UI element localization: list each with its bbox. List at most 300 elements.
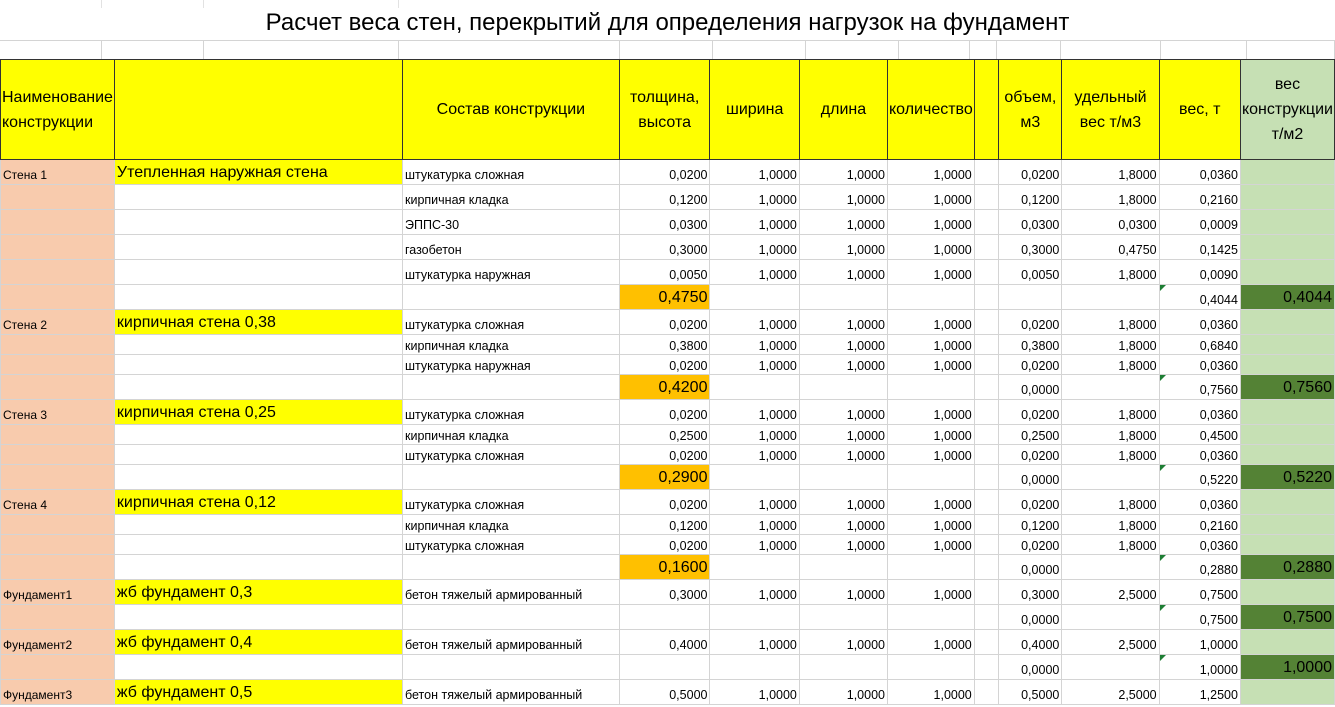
blank-cell[interactable] [213,535,402,555]
density-cell[interactable]: 2,5000 [1062,630,1159,655]
length-cell[interactable]: 1,0000 [799,490,887,515]
blank-cell[interactable] [114,605,213,630]
width-cell[interactable]: 1,0000 [710,335,799,355]
length-cell[interactable]: 1,0000 [799,260,887,285]
density-cell[interactable]: 1,8000 [1062,490,1159,515]
quantity-cell[interactable]: 1,0000 [887,210,974,235]
weight-cell[interactable]: 0,1425 [1159,235,1240,260]
weight-cell[interactable]: 0,0360 [1159,490,1240,515]
construction-name-cell[interactable] [1,655,115,680]
weight-per-m2-cell[interactable] [1240,310,1334,335]
length-cell[interactable]: 1,0000 [799,335,887,355]
thickness-sum-cell[interactable]: 0,1600 [619,555,710,580]
material-cell[interactable]: ЭППС-30 [403,210,620,235]
construction-name-cell[interactable]: Стена 3 [1,400,115,425]
blank-cell[interactable] [213,210,402,235]
density-cell[interactable]: 1,8000 [1062,425,1159,445]
volume-cell[interactable]: 0,2500 [999,425,1062,445]
length-cell[interactable]: 1,0000 [799,680,887,705]
blank-cell[interactable] [0,40,102,59]
construction-name-cell[interactable] [1,335,115,355]
density-cell[interactable]: 2,5000 [1062,680,1159,705]
blank-cell[interactable] [974,535,999,555]
blank-cell[interactable] [974,555,999,580]
density-cell[interactable]: 1,8000 [1062,310,1159,335]
weight-per-m2-cell[interactable] [1240,580,1334,605]
thickness-cell[interactable]: 0,1200 [619,515,710,535]
material-cell[interactable]: штукатурка наружная [403,260,620,285]
thickness-cell[interactable]: 0,2500 [619,425,710,445]
construction-type-cell[interactable]: кирпичная стена 0,12 [114,490,402,515]
weight-per-m2-cell[interactable] [1240,535,1334,555]
blank-cell[interactable] [799,285,887,310]
construction-name-cell[interactable] [1,465,115,490]
blank-cell[interactable] [974,680,999,705]
blank-cell[interactable] [887,465,974,490]
width-cell[interactable]: 1,0000 [710,630,799,655]
blank-cell[interactable] [403,375,620,400]
thickness-cell[interactable]: 0,1200 [619,185,710,210]
header-volume[interactable]: объем, м3 [999,60,1062,160]
blank-cell[interactable] [799,375,887,400]
blank-cell[interactable] [1062,375,1159,400]
volume-cell[interactable]: 0,0200 [999,355,1062,375]
construction-name-cell[interactable] [1,355,115,375]
width-cell[interactable]: 1,0000 [710,425,799,445]
volume-cell[interactable]: 0,5000 [999,680,1062,705]
blank-cell[interactable] [974,465,999,490]
weight-per-m2-cell[interactable] [1240,425,1334,445]
length-cell[interactable]: 1,0000 [799,445,887,465]
weight-per-m2-sum-cell[interactable]: 0,2880 [1240,555,1334,580]
blank-cell[interactable] [713,40,806,59]
length-cell[interactable]: 1,0000 [799,535,887,555]
blank-cell[interactable] [974,655,999,680]
quantity-cell[interactable]: 1,0000 [887,335,974,355]
width-cell[interactable]: 1,0000 [710,260,799,285]
blank-cell[interactable] [974,210,999,235]
construction-type-cell[interactable]: жб фундамент 0,4 [114,630,402,655]
density-cell[interactable]: 1,8000 [1062,260,1159,285]
thickness-cell[interactable]: 0,4000 [619,630,710,655]
volume-cell[interactable]: 0,0200 [999,310,1062,335]
quantity-cell[interactable]: 1,0000 [887,235,974,260]
thickness-cell[interactable]: 0,0300 [619,210,710,235]
material-cell[interactable]: кирпичная кладка [403,185,620,210]
blank-cell[interactable] [620,40,713,59]
blank-cell[interactable] [213,185,402,210]
thickness-cell[interactable]: 0,3000 [619,235,710,260]
length-cell[interactable]: 1,0000 [799,400,887,425]
blank-cell[interactable] [213,515,402,535]
length-cell[interactable]: 1,0000 [799,630,887,655]
construction-type-cell[interactable]: кирпичная стена 0,38 [114,310,402,335]
quantity-cell[interactable]: 1,0000 [887,515,974,535]
weight-per-m2-cell[interactable] [1240,630,1334,655]
weight-cell[interactable]: 1,0000 [1159,630,1240,655]
material-cell[interactable]: бетон тяжелый армированный [403,630,620,655]
blank-cell[interactable] [1161,40,1247,59]
header-thickness[interactable]: толщина, высота [619,60,710,160]
volume-cell[interactable]: 0,0300 [999,210,1062,235]
blank-cell[interactable] [997,40,1061,59]
blank-cell[interactable] [403,465,620,490]
blank-cell[interactable] [974,515,999,535]
weight-cell[interactable]: 0,4500 [1159,425,1240,445]
blank-cell[interactable] [887,605,974,630]
construction-name-cell[interactable]: Стена 1 [1,160,115,185]
blank-cell[interactable] [887,285,974,310]
thickness-cell[interactable]: 0,0050 [619,260,710,285]
volume-cell[interactable]: 0,3000 [999,235,1062,260]
weight-cell[interactable]: 0,7500 [1159,580,1240,605]
weight-per-m2-cell[interactable] [1240,445,1334,465]
blank-cell[interactable] [799,555,887,580]
construction-type-cell[interactable]: кирпичная стена 0,25 [114,400,402,425]
quantity-cell[interactable]: 1,0000 [887,490,974,515]
construction-name-cell[interactable] [1,555,115,580]
blank-cell[interactable] [213,375,402,400]
length-cell[interactable]: 1,0000 [799,580,887,605]
volume-cell[interactable]: 0,3000 [999,580,1062,605]
weight-cell[interactable]: 0,0360 [1159,535,1240,555]
material-cell[interactable]: кирпичная кладка [403,425,620,445]
thickness-cell[interactable]: 0,0200 [619,160,710,185]
blank-cell[interactable] [974,605,999,630]
construction-name-cell[interactable] [1,285,115,310]
construction-type-cell[interactable]: жб фундамент 0,3 [114,580,402,605]
blank-cell[interactable] [710,465,799,490]
material-cell[interactable]: штукатурка сложная [403,445,620,465]
thickness-cell[interactable]: 0,0200 [619,535,710,555]
blank-cell[interactable] [213,445,402,465]
density-cell[interactable]: 1,8000 [1062,160,1159,185]
blank-cell[interactable] [799,655,887,680]
length-cell[interactable]: 1,0000 [799,185,887,210]
thickness-sum-cell[interactable]: 0,2900 [619,465,710,490]
construction-name-cell[interactable]: Фундамент2 [1,630,115,655]
blank-cell[interactable] [213,355,402,375]
volume-sum-cell[interactable]: 0,0000 [999,555,1062,580]
weight-cell[interactable]: 0,0360 [1159,160,1240,185]
width-cell[interactable]: 1,0000 [710,445,799,465]
header-blank[interactable] [114,60,402,160]
width-cell[interactable]: 1,0000 [710,355,799,375]
weight-per-m2-cell[interactable] [1240,515,1334,535]
volume-sum-cell[interactable]: 0,0000 [999,465,1062,490]
material-cell[interactable]: штукатурка сложная [403,490,620,515]
blank-cell[interactable] [974,425,999,445]
construction-name-cell[interactable] [1,425,115,445]
weight-per-m2-cell[interactable] [1240,490,1334,515]
width-cell[interactable]: 1,0000 [710,400,799,425]
blank-cell[interactable] [403,605,620,630]
density-cell[interactable]: 0,0300 [1062,210,1159,235]
blank-cell[interactable] [710,605,799,630]
volume-cell[interactable]: 0,3800 [999,335,1062,355]
weight-per-m2-cell[interactable] [1240,185,1334,210]
construction-name-cell[interactable] [1,210,115,235]
blank-cell[interactable] [102,40,204,59]
volume-cell[interactable]: 0,4000 [999,630,1062,655]
quantity-cell[interactable]: 1,0000 [887,425,974,445]
blank-cell[interactable] [899,40,970,59]
width-cell[interactable]: 1,0000 [710,210,799,235]
length-cell[interactable]: 1,0000 [799,235,887,260]
volume-cell[interactable]: 0,0200 [999,445,1062,465]
thickness-cell[interactable]: 0,3000 [619,580,710,605]
density-cell[interactable]: 1,8000 [1062,515,1159,535]
weight-cell[interactable]: 0,0360 [1159,400,1240,425]
blank-cell[interactable] [114,210,213,235]
blank-cell[interactable] [887,655,974,680]
blank-cell[interactable] [710,655,799,680]
weight-cell[interactable]: 0,0090 [1159,260,1240,285]
blank-cell[interactable] [213,285,402,310]
thickness-cell[interactable]: 0,5000 [619,680,710,705]
width-cell[interactable]: 1,0000 [710,310,799,335]
construction-name-cell[interactable] [1,445,115,465]
blank-cell[interactable] [974,235,999,260]
blank-cell[interactable] [114,515,213,535]
blank-cell[interactable] [114,535,213,555]
blank-cell[interactable] [213,335,402,355]
density-cell[interactable]: 1,8000 [1062,400,1159,425]
weight-sum-cell[interactable]: 1,0000 [1159,655,1240,680]
blank-cell[interactable] [710,375,799,400]
weight-cell[interactable]: 0,6840 [1159,335,1240,355]
construction-name-cell[interactable]: Фундамент1 [1,580,115,605]
header-blank[interactable] [974,60,999,160]
density-cell[interactable]: 2,5000 [1062,580,1159,605]
weight-sum-cell[interactable]: 0,4044 [1159,285,1240,310]
weight-per-m2-cell[interactable] [1240,160,1334,185]
construction-name-cell[interactable] [1,515,115,535]
blank-cell[interactable] [974,260,999,285]
quantity-cell[interactable]: 1,0000 [887,580,974,605]
weight-per-m2-cell[interactable] [1240,210,1334,235]
blank-cell[interactable] [114,425,213,445]
construction-name-cell[interactable] [1,185,115,210]
thickness-sum-cell[interactable] [619,605,710,630]
width-cell[interactable]: 1,0000 [710,535,799,555]
weight-sum-cell[interactable]: 0,2880 [1159,555,1240,580]
blank-cell[interactable] [1062,655,1159,680]
blank-cell[interactable] [1247,40,1335,59]
header-weight[interactable]: вес, т [1159,60,1240,160]
blank-cell[interactable] [114,285,213,310]
quantity-cell[interactable]: 1,0000 [887,310,974,335]
blank-cell[interactable] [974,580,999,605]
weight-per-m2-sum-cell[interactable]: 0,7500 [1240,605,1334,630]
material-cell[interactable]: газобетон [403,235,620,260]
blank-cell[interactable] [974,400,999,425]
blank-cell[interactable] [114,185,213,210]
weight-sum-cell[interactable]: 0,5220 [1159,465,1240,490]
quantity-cell[interactable]: 1,0000 [887,355,974,375]
weight-per-m2-cell[interactable] [1240,355,1334,375]
width-cell[interactable]: 1,0000 [710,185,799,210]
blank-cell[interactable] [710,285,799,310]
density-cell[interactable]: 1,8000 [1062,445,1159,465]
width-cell[interactable]: 1,0000 [710,160,799,185]
construction-name-cell[interactable] [1,605,115,630]
blank-cell[interactable] [1061,40,1161,59]
weight-cell[interactable]: 0,0009 [1159,210,1240,235]
width-cell[interactable]: 1,0000 [710,515,799,535]
volume-cell[interactable]: 0,0200 [999,535,1062,555]
blank-cell[interactable] [114,465,213,490]
blank-cell[interactable] [974,185,999,210]
thickness-sum-cell[interactable] [619,655,710,680]
blank-cell[interactable] [213,425,402,445]
blank-cell[interactable] [974,285,999,310]
weight-cell[interactable]: 0,2160 [1159,515,1240,535]
quantity-cell[interactable]: 1,0000 [887,535,974,555]
thickness-sum-cell[interactable]: 0,4200 [619,375,710,400]
header-quantity[interactable]: количество [887,60,974,160]
blank-cell[interactable] [213,605,402,630]
length-cell[interactable]: 1,0000 [799,425,887,445]
weight-cell[interactable]: 1,2500 [1159,680,1240,705]
blank-cell[interactable] [974,160,999,185]
blank-cell[interactable] [710,555,799,580]
density-cell[interactable]: 1,8000 [1062,185,1159,210]
weight-sum-cell[interactable]: 0,7560 [1159,375,1240,400]
volume-sum-cell[interactable]: 0,0000 [999,605,1062,630]
density-cell[interactable]: 1,8000 [1062,355,1159,375]
density-cell[interactable]: 1,8000 [1062,535,1159,555]
construction-name-cell[interactable] [1,535,115,555]
density-cell[interactable]: 1,8000 [1062,335,1159,355]
volume-cell[interactable]: 0,0200 [999,400,1062,425]
thickness-cell[interactable]: 0,0200 [619,400,710,425]
blank-cell[interactable] [974,355,999,375]
blank-cell[interactable] [114,375,213,400]
blank-cell[interactable] [114,655,213,680]
construction-name-cell[interactable]: Стена 2 [1,310,115,335]
blank-cell[interactable] [213,465,402,490]
volume-cell[interactable]: 0,1200 [999,515,1062,535]
blank-cell[interactable] [403,655,620,680]
material-cell[interactable]: бетон тяжелый армированный [403,580,620,605]
thickness-cell[interactable]: 0,0200 [619,445,710,465]
width-cell[interactable]: 1,0000 [710,680,799,705]
quantity-cell[interactable]: 1,0000 [887,680,974,705]
volume-sum-cell[interactable]: 0,0000 [999,375,1062,400]
length-cell[interactable]: 1,0000 [799,355,887,375]
material-cell[interactable]: штукатурка сложная [403,535,620,555]
blank-cell[interactable] [974,630,999,655]
blank-cell[interactable] [1062,555,1159,580]
blank-cell[interactable] [114,555,213,580]
blank-cell[interactable] [1062,605,1159,630]
material-cell[interactable]: штукатурка сложная [403,310,620,335]
quantity-cell[interactable]: 1,0000 [887,185,974,210]
weight-per-m2-sum-cell[interactable]: 0,4044 [1240,285,1334,310]
blank-cell[interactable] [974,490,999,515]
blank-cell[interactable] [1062,465,1159,490]
material-cell[interactable]: кирпичная кладка [403,515,620,535]
blank-cell[interactable] [213,235,402,260]
blank-cell[interactable] [887,375,974,400]
weight-per-m2-sum-cell[interactable]: 0,5220 [1240,465,1334,490]
length-cell[interactable]: 1,0000 [799,160,887,185]
thickness-sum-cell[interactable]: 0,4750 [619,285,710,310]
weight-per-m2-cell[interactable] [1240,235,1334,260]
blank-cell[interactable] [887,555,974,580]
material-cell[interactable]: штукатурка сложная [403,160,620,185]
blank-cell[interactable] [403,555,620,580]
blank-cell[interactable] [403,285,620,310]
volume-cell[interactable]: 0,0050 [999,260,1062,285]
construction-name-cell[interactable] [1,375,115,400]
blank-cell[interactable] [974,310,999,335]
quantity-cell[interactable]: 1,0000 [887,160,974,185]
quantity-cell[interactable]: 1,0000 [887,445,974,465]
blank-cell[interactable] [204,40,399,59]
weight-cell[interactable]: 0,0360 [1159,355,1240,375]
length-cell[interactable]: 1,0000 [799,210,887,235]
weight-cell[interactable]: 0,2160 [1159,185,1240,210]
blank-cell[interactable] [114,260,213,285]
blank-cell[interactable] [399,40,620,59]
blank-cell[interactable] [799,465,887,490]
length-cell[interactable]: 1,0000 [799,310,887,335]
weight-cell[interactable]: 0,0360 [1159,310,1240,335]
width-cell[interactable]: 1,0000 [710,235,799,260]
weight-per-m2-sum-cell[interactable]: 0,7560 [1240,375,1334,400]
blank-cell[interactable] [213,260,402,285]
construction-type-cell[interactable]: Утепленная наружная стена [114,160,402,185]
material-cell[interactable]: кирпичная кладка [403,335,620,355]
material-cell[interactable]: штукатурка наружная [403,355,620,375]
blank-cell[interactable] [799,605,887,630]
header-weight-per-m2[interactable]: вес конструкции т/м2 [1240,60,1334,160]
header-width[interactable]: ширина [710,60,799,160]
blank-cell[interactable] [1062,285,1159,310]
blank-cell[interactable] [974,445,999,465]
volume-sum-cell[interactable] [999,285,1062,310]
blank-cell[interactable] [974,375,999,400]
construction-name-cell[interactable] [1,260,115,285]
blank-cell[interactable] [114,335,213,355]
blank-cell[interactable] [806,40,899,59]
quantity-cell[interactable]: 1,0000 [887,630,974,655]
blank-cell[interactable] [114,445,213,465]
density-cell[interactable]: 0,4750 [1062,235,1159,260]
construction-name-cell[interactable]: Стена 4 [1,490,115,515]
blank-cell[interactable] [114,235,213,260]
blank-cell[interactable] [974,335,999,355]
construction-type-cell[interactable]: жб фундамент 0,5 [114,680,402,705]
weight-sum-cell[interactable]: 0,7500 [1159,605,1240,630]
thickness-cell[interactable]: 0,0200 [619,490,710,515]
blank-cell[interactable] [114,355,213,375]
quantity-cell[interactable]: 1,0000 [887,400,974,425]
weight-per-m2-cell[interactable] [1240,400,1334,425]
construction-name-cell[interactable] [1,235,115,260]
weight-per-m2-cell[interactable] [1240,260,1334,285]
quantity-cell[interactable]: 1,0000 [887,260,974,285]
construction-name-cell[interactable]: Фундамент3 [1,680,115,705]
header-composition[interactable]: Состав конструкции [403,60,620,160]
thickness-cell[interactable]: 0,0200 [619,355,710,375]
blank-cell[interactable] [213,655,402,680]
blank-cell[interactable] [213,555,402,580]
width-cell[interactable]: 1,0000 [710,580,799,605]
sheet-title[interactable]: Расчет веса стен, перекрытий для определения нагрузок на фундамент [0,0,1335,41]
